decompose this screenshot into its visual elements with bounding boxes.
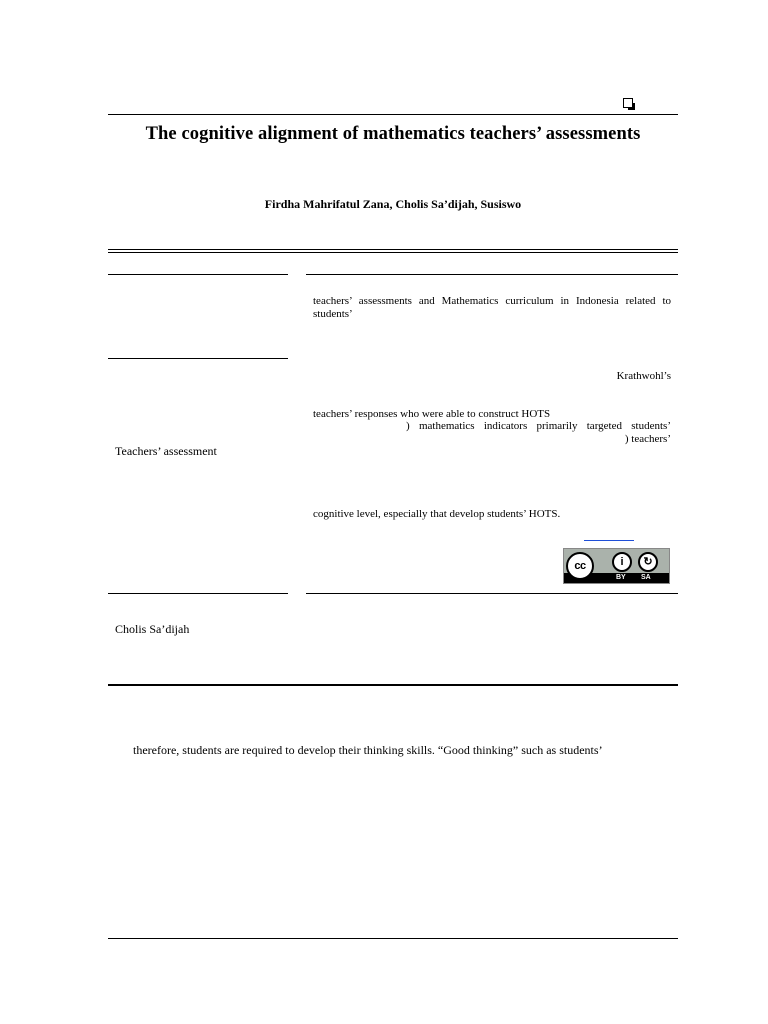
share-alike-icon: ↻ <box>638 552 658 572</box>
corresponding-author: Cholis Sa’dijah <box>115 622 190 636</box>
abstract-rule-bottom <box>306 593 678 594</box>
abstract-rule-top <box>306 274 678 275</box>
checkbox-icon <box>623 98 633 108</box>
paper-title: The cognitive alignment of mathematics teachers’ assessments <box>145 124 641 144</box>
body-paragraph-line: therefore, students are required to develop their thinking skills. “Good thinking” such as students’ <box>133 743 603 757</box>
header-rule <box>108 114 678 115</box>
sa-label: SA <box>641 574 651 581</box>
left-column-rule-bottom <box>108 593 288 594</box>
by-label: BY <box>616 574 626 581</box>
left-column-rule-top <box>108 274 288 275</box>
keyword: Teachers’ assessment <box>115 444 217 458</box>
abstract-line: ) mathematics indicators primarily targeted students’ <box>406 420 671 432</box>
license-link[interactable] <box>584 540 634 541</box>
abstract-line: teachers’ assessments and Mathematics curriculum in Indonesia related to <box>313 295 671 307</box>
cc-icon: cc <box>566 552 594 580</box>
double-rule-top <box>108 249 678 250</box>
author-list: Firdha Mahrifatul Zana, Cholis Sa’dijah, Susiswo <box>264 197 522 211</box>
attribution-icon: i <box>612 552 632 572</box>
abstract-line: cognitive level, especially that develop students’ HOTS. <box>313 508 561 520</box>
abstract-line: teachers’ responses who were able to construct HOTS <box>313 408 551 420</box>
cc-by-sa-icon[interactable] <box>563 548 670 584</box>
abstract-line: Krathwohl’s <box>616 370 671 382</box>
abstract-line: ) teachers’ <box>624 433 671 445</box>
abstract-line: students’ <box>313 308 353 320</box>
double-rule-bottom <box>108 252 678 253</box>
section-rule <box>108 684 678 686</box>
footer-rule <box>108 938 678 939</box>
left-column-rule-mid <box>108 358 288 359</box>
